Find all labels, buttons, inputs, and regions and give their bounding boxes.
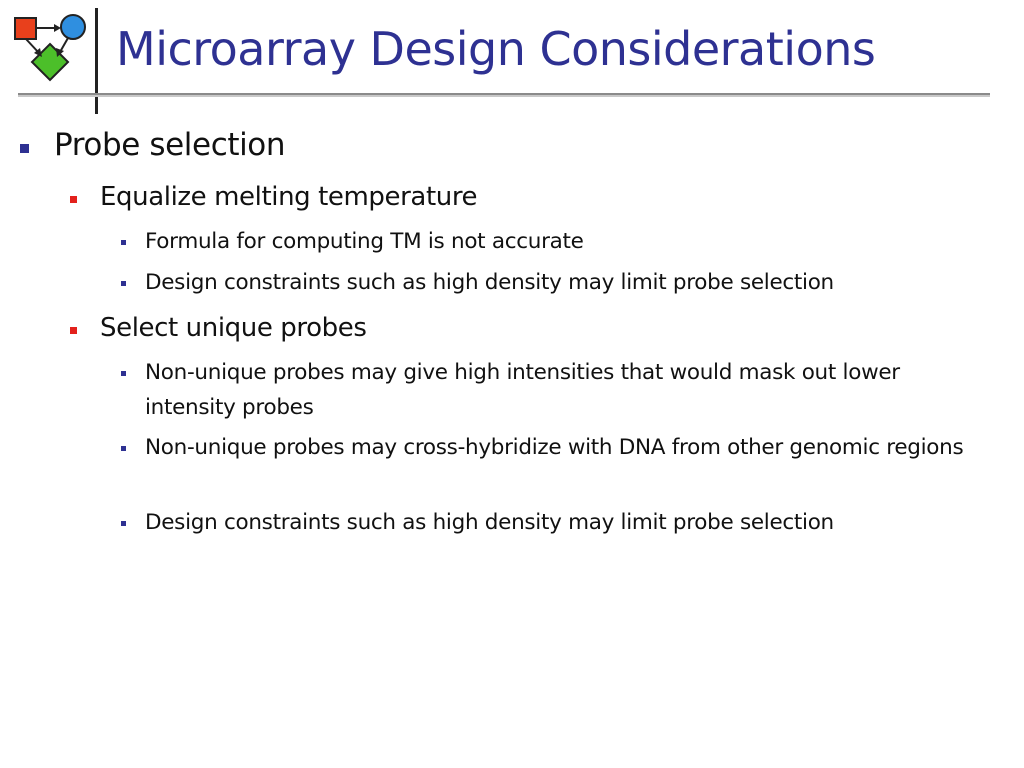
bullet-select-unique-probes: Select unique probes (100, 313, 367, 343)
bullet-marker-level3 (121, 240, 126, 245)
bullet-marker-level3 (121, 281, 126, 286)
logo-square-shape (15, 18, 36, 39)
bullet-marker-level1 (20, 144, 29, 153)
flowchart-logo-icon (12, 12, 92, 84)
logo-arrow-down-right (60, 38, 68, 52)
bullet-non-unique-intensities: Non-unique probes may give high intensities that would mask out lower intensity probes (145, 360, 900, 420)
bullet-formula-tm: Formula for computing TM is not accurate (145, 229, 584, 254)
bullet-marker-level2 (70, 327, 77, 334)
bullet-probe-selection: Probe selection (54, 127, 286, 163)
bullet-marker-level3 (121, 371, 126, 376)
bullet-design-constraints-1: Design constraints such as high density may limit probe selection (145, 270, 834, 295)
logo-circle-shape (61, 15, 85, 39)
bullet-marker-level2 (70, 196, 77, 203)
title-horizontal-rule (18, 93, 990, 97)
bullet-non-unique-cross-hybridize: Non-unique probes may cross-hybridize with DNA from other genomic regions (145, 435, 964, 460)
bullet-marker-level3 (121, 446, 126, 451)
bullet-design-constraints-2: Design constraints such as high density may limit probe selection (145, 510, 834, 535)
title-vertical-rule (95, 8, 98, 114)
slide-title: Microarray Design Considerations (116, 22, 876, 76)
bullet-equalize-melting-temperature: Equalize melting temperature (100, 182, 478, 212)
logo-arrowhead-right (54, 24, 61, 32)
bullet-marker-level3 (121, 521, 126, 526)
